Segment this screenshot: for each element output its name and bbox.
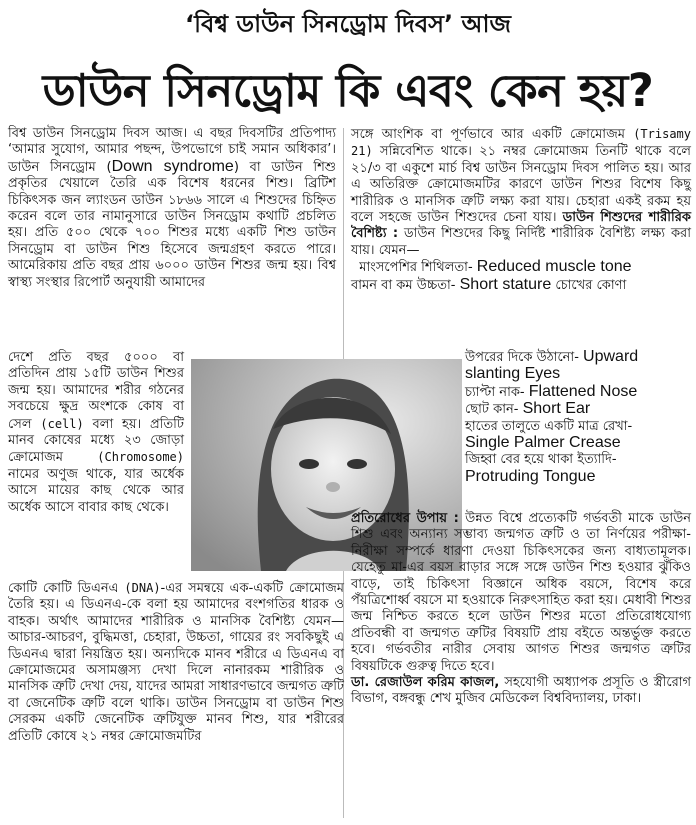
article-column-1-wrap	[8, 350, 184, 516]
article-column-2-bottom	[351, 511, 691, 708]
english-term: Short stature	[459, 275, 552, 293]
paragraph: বিশ্ব ডাউন সিনড্রোম দিবস আজ। এ বছর দিবসটির প্রতিপাদ্য ‘আমার সুযোগ, আমার পছন্দ, উপভোগে চাই সমান অধিকার’। ডাউন সিনড্রোম (Down syndrome) বা ডাউন শিশু প্রকৃতির খেয়ালে তৈরি এক বিশেষ ধরনের শিশু। ব্রিটিশ চিকিৎসক জন ল্যাংডন ডাউন ১৮৬৬ সালে এ শিশুদের চিহ্নিত করেন বলে তার নামানুসারে ডাউন সিনড্রোম কথাটি প্রচলিত হয়। প্রতি ৫০০ থেকে ৭০০ শিশুর মধ্যে একটি শিশু ডাউন সিনড্রোম বা ডাউন শিশু হিসেবে জন্মগ্রহণ করতে পারে। আমেরিকায় প্রতি বছর প্রায় ৬০০০ ডাউন শিশুর জন্ম হয়। বিশ্ব স্বাস্থ্য সংস্থার রিপোর্ট অনুযায়ী আমাদের	[8, 126, 336, 290]
english-term: Down syndrome	[111, 157, 234, 175]
feature-label: মাংসপেশির শিথিলতা-	[359, 260, 473, 276]
article-column-2-wrap	[465, 349, 691, 486]
english-term: (DNA)	[124, 581, 161, 595]
text-span: নামের অণুজ থাকে, যার অর্ধেক আসে মায়ের কাছ থেকে আর অর্ধেক আসে বাবার কাছ থেকে।	[8, 466, 184, 515]
kicker: ‘বিশ্ব ডাউন সিনড্রোম দিবস’ আজ	[185, 10, 511, 38]
paragraph	[351, 126, 691, 294]
feature-label: উপরের দিকে উঠানো-	[465, 350, 579, 365]
text-span: উন্নত বিশ্বে প্রত্যেকটি গর্ভবতী মাকে ডাউন শিশু এবং অন্যান্য সম্ভাব্য জন্মগত ত্রুটি ও তা নির্ণয়ের পরীক্ষা-নিরীক্ষা সম্পর্কে ধারণা দেওয়া চিকিৎসকের জন্য বাধ্যতামূলক। যেহেতু মা-এর বয়স বাড়ার সঙ্গে সঙ্গে ডাউন শিশু হওয়ার ঝুঁকিও বাড়ে, তাই চিকিৎসা বিজ্ঞানে অধিক বয়সে, বিশেষ করে পঁয়ত্রিশোর্ধ্ব বয়সে মা হওয়াকে নিরুৎসাহিত করা হয়। মেধাবী শিশুর জন্ম নিশ্চিত করতে হলে ডাউন শিশুর মতো প্রতিরোধযোগ্য প্রতিবন্ধী বা জন্মগত ত্রুটির বিষয়টি প্রায় বইতে অন্তর্ভুক্ত করতে হবে। গর্ভবতীর নারীর সেবায় আগত শিশুর জন্মগত ত্রুটির বিষয়টিকে গুরুত্ব দিতে হবে।	[351, 511, 691, 674]
paragraph	[8, 580, 344, 745]
feature-label: চোখের কোণা	[555, 277, 627, 293]
text-span: বা ডাউন শিশু প্রকৃতির খেয়ালে তৈরি এক বিশেষ ধরনের শিশু। ব্রিটিশ চিকিৎসক জন ল্যাংডন ডাউন ১৮৬৬ সালে এ শিশুদের চিহ্নিত করেন বলে তার নামানুসারে ডাউন সিনড্রোম কথাটি প্রচলিত হয়। প্রতি ৫০০ থেকে ৭০০ শিশুর মধ্যে একটি শিশু ডাউন সিনড্রোম বা ডাউন শিশু হিসেবে জন্মগ্রহণ করতে পারে। আমেরিকায় প্রতি বছর প্রায় ৬০০০ ডাউন শিশুর জন্ম হয়। বিশ্ব স্বাস্থ্য সংস্থার রিপোর্ট অনুযায়ী আমাদের	[8, 159, 336, 290]
english-term: Single Palmer Crease	[465, 434, 621, 452]
article-column-1-top	[8, 126, 336, 291]
feature-label: চ্যাপ্টা নাক-	[465, 384, 525, 400]
feature-label: ছোট কান-	[465, 402, 519, 418]
text-span: বিশ্ব ডাউন সিনড্রোম দিবস আজ। এ বছর দিবসটির প্রতিপাদ্য ‘আমার সুযোগ, আমার পছন্দ, উপভোগে চাই সমান অধিকার’। ডাউন সিনড্রোম	[8, 126, 336, 175]
text-span: দেশে প্রতি বছর ৫০০০ বা প্রতিদিন প্রায় ১৫টি ডাউন শিশুর জন্ম হয়। আমাদের শরীর গঠনের সবচেয়ে ক্ষুদ্র অংশকে কোষ বা সেল	[8, 350, 184, 432]
feature-label: জিহ্বা বের হয়ে থাকা ইত্যাদি-	[465, 452, 617, 468]
text-span: কোটি কোটি ডিএনএ	[8, 581, 119, 596]
section-heading: প্রতিরোধের উপায় :	[351, 511, 459, 526]
headline: ডাউন সিনড্রোম কি এবং কেন হয়?	[42, 64, 654, 117]
text-span: সঙ্গে আংশিক বা পূর্ণভাবে আর একটি ক্রোমোজম	[351, 127, 625, 142]
english-term: (Trisamy 21)	[351, 127, 691, 159]
english-term: (Chromosome)	[97, 450, 184, 465]
author-name: ডা. রেজাউল করিম কাজল,	[351, 675, 500, 691]
text-span: ডাউন শিশুদের কিছু নির্দিষ্ট শারীরিক বৈশিষ্ট্য লক্ষ্য করা যায়। যেমন—	[351, 226, 691, 258]
english-term: Flattened Nose	[528, 382, 638, 400]
english-term: Upward slanting Eyes	[465, 348, 639, 383]
english-term: Protruding Tongue	[465, 467, 596, 485]
article-column-1-bottom	[8, 580, 344, 745]
author-affiliation: সহযোগী অধ্যাপক প্রসূতি ও স্ত্রীরোগ বিভাগ, বঙ্গবন্ধু শেখ মুজিব মেডিকেল বিশ্ববিদ্যালয়, ঢাকা।	[351, 675, 692, 707]
english-term: Short Ear	[522, 400, 591, 418]
section-heading: ডাউন শিশুদের শারীরিক বৈশিষ্ট্য :	[351, 210, 691, 242]
article-column-2-top	[351, 126, 691, 294]
text-span: বলা হয়। প্রতিটি মানব কোষের মধ্যে ২৩ জোড়া ক্রোমোজম	[8, 416, 184, 466]
feature-label: হাতের তালুতে একটি মাত্র রেখা-	[465, 418, 633, 434]
paragraph	[8, 350, 184, 516]
english-term: Reduced muscle tone	[476, 258, 632, 276]
text-span: -এর সমন্বয়ে এক-একটি ক্রোমোজম তৈরি হয়। এ ডিএনএ-কে বলা হয় আমাদের বংশগতির ধারক ও বাহক। অর্থাৎ আমাদের শারীরিক ও মানসিক বৈশিষ্ট্য যেমন—আচার-আচরণ, বুদ্ধিমত্তা, চেহারা, উচ্চতা, গায়ের রং সবকিছুই এ ডিএনএ দ্বারা নিয়ন্ত্রিত হয়। অন্যদিকে মানব শরীরে এ ডিএনএ বা ক্রোমোজমের অসামঞ্জস্য দেখা দিলে নানারকম শারীরিক ও মানসিক ত্রুটি দেখা দেয়, যাদের আমরা সাধারণভাবে জন্মগত ত্রুটি বা জেনেটিক ত্রুটি বলে থাকি। ডাউন সিনড্রোম বা ডাউন শিশু সেরকম একটি জেনেটিক ত্রুটিযুক্ত মানব শিশু, যার শরীরের প্রতিটি কোষে ২১ নম্বর ক্রোমোজমটির	[8, 581, 344, 744]
feature-label: বামন বা কম উচ্চতা-	[351, 277, 456, 293]
text-span: সন্নিবেশিত থাকে। ২১ নম্বর ক্রোমোজম তিনটি থাকে বলে ২১/৩ বা একুশে মার্চ বিশ্ব ডাউন সিনড্রোম দিবস পালিত হয়। আর এ অতিরিক্ত ক্রোমোজমটির কারণে ডাউন শিশুর বিশেষ কিছু শারীরিক ও মানসিক ত্রুটি লক্ষ্য করা যায়। চেহারা একই রকম হয় বলে সহজে ডাউন শিশুদের চেনা যায়।	[351, 144, 691, 226]
paragraph	[351, 511, 691, 708]
english-term: (cell)	[40, 416, 84, 431]
paragraph	[465, 349, 691, 486]
